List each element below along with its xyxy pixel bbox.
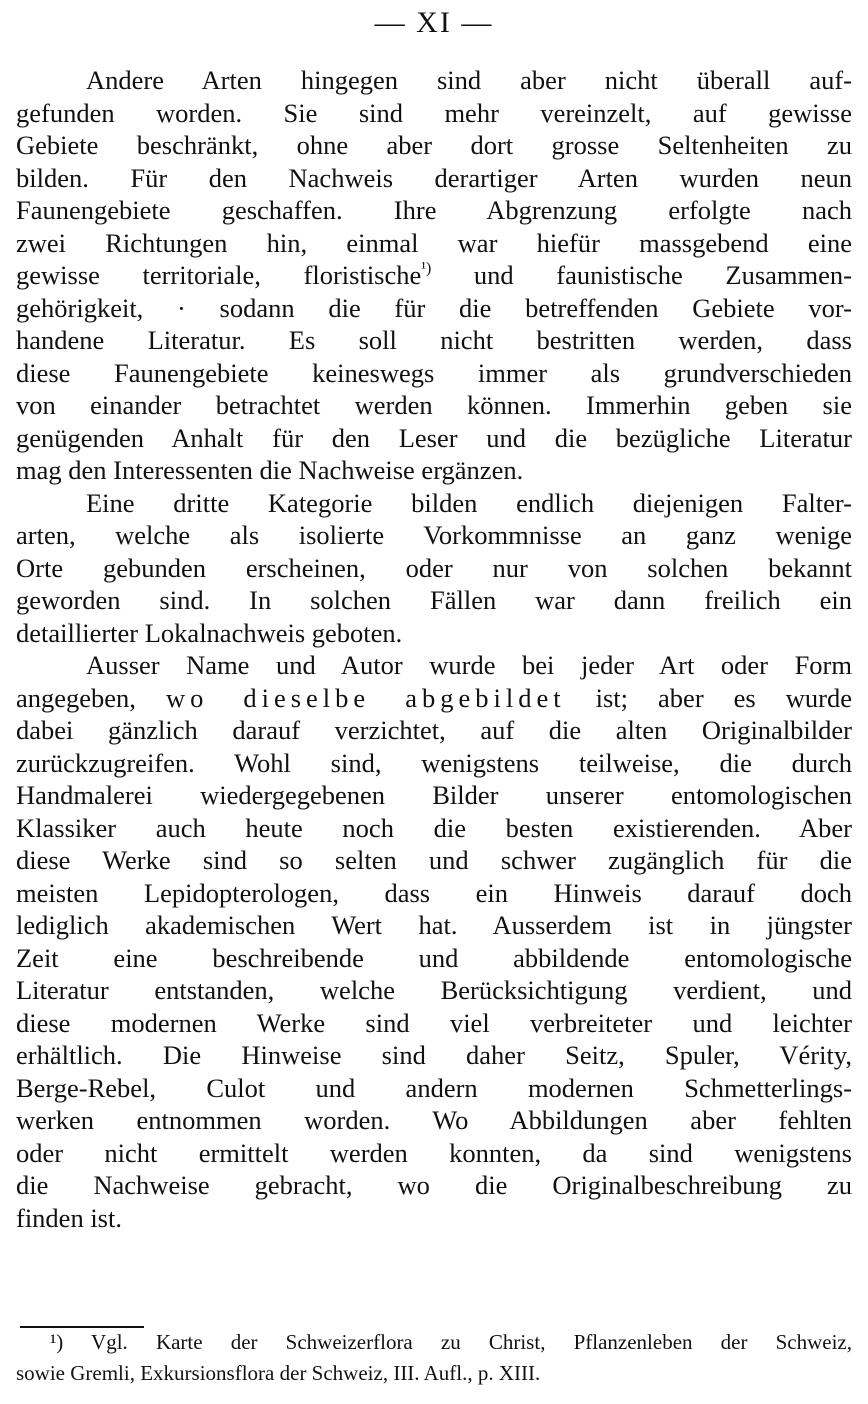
text-line: oder nicht ermittelt werden konnten, da sind wenigstens [16,1137,852,1168]
page-number-header: — XI — [374,6,494,39]
text-line: mag den Interessenten die Nachweise ergänzen. [16,455,524,485]
text-line: erhältlich. Die Hinweise sind daher Seitz, Spuler, Vérity, [16,1040,852,1070]
footnote [16,1327,852,1389]
text-line: Zeit eine beschreibende und abbildende entomologische [16,942,852,973]
text-line: die Nachweise gebracht, wo die Originalbeschreibung zu [16,1170,852,1200]
text-segment: ist; aber es wurde [565,682,852,713]
text-line: von einander betrachtet werden können. Immerhin geben sie [16,390,852,420]
text-line: werken entnommen worden. Wo Abbildungen aber fehlten [16,1105,852,1135]
text-line: diese modernen Werke sind viel verbreiteter und leichter [16,1007,852,1038]
footnote-text: Vgl. Karte der Schweizerflora zu Christ, Pflanzenleben der Schweiz, [63,1330,852,1354]
text-line: genügenden Anhalt für den Leser und die bezügliche Literatur [16,422,852,453]
text-line: detaillierter Lokalnachweis geboten. [16,617,403,648]
text-segment: angegeben, [16,682,166,713]
text-line: gehörigkeit, · sodann die für die betreffenden Gebiete vor- [16,292,852,323]
footnote-marker: ¹) [50,1330,64,1354]
text-line: dabei gänzlich darauf verzichtet, auf die alten Originalbilder [16,715,852,745]
text-line: diese Faunengebiete keineswegs immer als grundverschieden [16,357,852,388]
text-line [16,259,852,292]
text-line: Berge-Rebel, Culot und andern modernen Schmetterlings- [16,1072,852,1103]
text-segment: gewisse territoriale, floristische [16,260,422,290]
text-line: Gebiete beschränkt, ohne aber dort grosse Seltenheiten zu [16,130,852,160]
text-line: bilden. Für den Nachweis derartiger Arten wurden neun [16,162,852,193]
footnote-line: sowie Gremli, Exkursionsflora der Schweiz, III. Aufl., p. XIII. [16,1361,541,1385]
text-line: Faunengebiete geschaffen. Ihre Abgrenzung erfolgte nach [16,195,852,225]
body-text [16,64,852,1234]
text-line: Eine dritte Kategorie bilden endlich diejenigen Falter- [86,487,852,518]
text-segment: und faunistische Zusammen- [431,260,852,290]
text-line: zurückzugreifen. Wohl sind, wenigstens teilweise, die durch [16,747,852,778]
text-line: meisten Lepidopterologen, dass ein Hinweis darauf doch [16,877,852,908]
text-line: handene Literatur. Es soll nicht bestritten werden, dass [16,325,852,355]
text-line: Literatur entstanden, welche Berücksichtigung verdient, und [16,975,852,1005]
footnote-line [16,1327,852,1358]
text-line: finden ist. [16,1202,122,1233]
text-line: Klassiker auch heute noch die besten existierenden. Aber [16,812,852,843]
text-line: arten, welche als isolierte Vorkommnisse an ganz wenige [16,520,852,550]
text-line: zwei Richtungen hin, einmal war hiefür massgebend eine [16,227,852,258]
text-line: diese Werke sind so selten und schwer zugänglich für die [16,845,852,875]
text-line: Andere Arten hingegen sind aber nicht überall auf- [86,65,852,95]
footnote-reference: ¹) [421,259,432,277]
text-line: lediglich akademischen Wert hat. Ausserdem ist in jüngster [16,910,852,940]
text-line: gefunden worden. Sie sind mehr vereinzelt, auf gewisse [16,97,852,128]
text-line: Ausser Name und Autor wurde bei jeder Art oder Form [86,650,852,680]
text-line: Handmalerei wiedergegebenen Bilder unserer entomologischen [16,780,852,810]
text-line [16,682,852,715]
text-line: Orte gebunden erscheinen, oder nur von solchen bekannt [16,552,852,583]
text-line: geworden sind. In solchen Fällen war dann freilich ein [16,585,852,615]
emphasized-text: wo dieselbe abgebildet [165,682,566,713]
